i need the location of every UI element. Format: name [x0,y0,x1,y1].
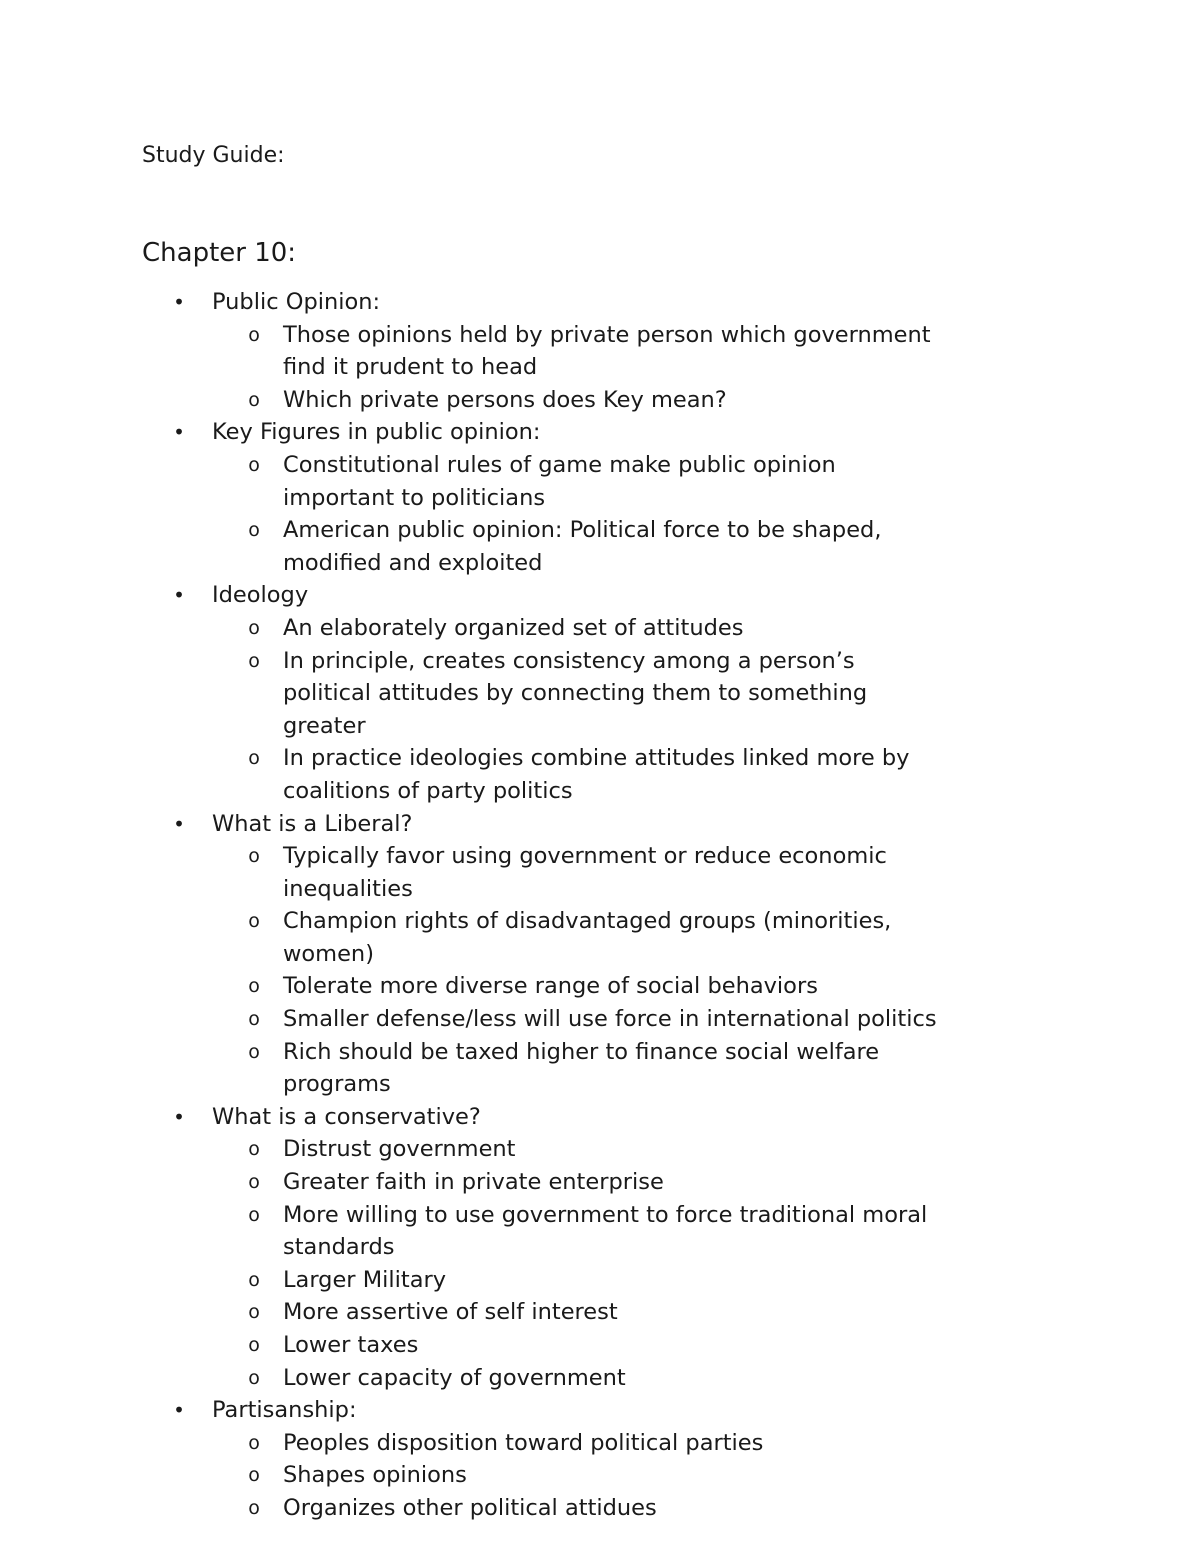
circle-bullet-icon: o [248,1008,260,1031]
bullet-icon: • [173,420,185,445]
circle-bullet-icon: o [248,388,260,411]
subtopic-text: Rich should be taxed higher to finance social welfare programs [283,1038,880,1098]
study-outline [0,286,1200,1525]
outline-topic [0,1394,1200,1524]
circle-bullet-icon: o [248,1464,260,1487]
outline-topic [0,579,1200,807]
outline-topic [0,808,1200,1101]
circle-bullet-icon: o [248,1334,260,1356]
topic-heading: What is a conservative? [212,1103,481,1130]
topic-heading: What is a Liberal? [212,810,413,837]
subtopic-text: Lower capacity of government [283,1364,626,1391]
circle-bullet-icon: o [248,1301,260,1324]
circle-bullet-icon: o [248,616,260,639]
subtopic-list [212,1427,1070,1525]
subtopic-list [212,319,1070,417]
subtopic-list [212,612,1070,808]
bullet-icon: • [173,811,185,836]
circle-bullet-icon: o [248,1138,260,1161]
subtopic-item [0,384,1070,417]
subtopic-item [0,1427,1070,1460]
subtopic-text: Shapes opinions [283,1462,467,1489]
chapter-heading: Chapter 10: [142,238,297,268]
subtopic-item [0,612,1070,645]
circle-bullet-icon: o [248,323,260,346]
circle-bullet-icon: o [248,1366,260,1389]
subtopic-item [0,1329,1070,1362]
topic-heading: Partisanship: [212,1397,357,1424]
subtopic-text: Greater faith in private enterprise [283,1169,664,1196]
subtopic-text: Larger Military [283,1266,447,1293]
subtopic-item [0,1003,1070,1036]
subtopic-item [0,1166,1070,1199]
subtopic-text: More assertive of self interest [283,1299,618,1326]
subtopic-item [0,742,1070,807]
subtopic-item [0,1459,1070,1492]
subtopic-text: More willing to use government to force traditional moral standards [283,1201,928,1261]
subtopic-list [212,449,1070,579]
circle-bullet-icon: o [248,747,260,770]
subtopic-text: Organizes other political attidues [283,1494,657,1521]
subtopic-item [0,449,1070,514]
circle-bullet-icon: o [248,975,260,998]
subtopic-list [212,1133,1070,1394]
topic-heading: Public Opinion: [212,289,381,315]
subtopic-item [0,1133,1070,1166]
circle-bullet-icon: o [248,649,260,672]
subtopic-item [0,1362,1070,1395]
circle-bullet-icon: o [248,1431,260,1454]
document-title: Study Guide: [142,143,285,168]
subtopic-item [0,1264,1070,1297]
subtopic-item [0,840,1070,905]
outline-topic [0,286,1200,416]
outline-topic [0,1101,1200,1394]
subtopic-text: Smaller defense/less will use force in international politics [283,1006,937,1033]
bullet-icon: • [173,290,185,314]
circle-bullet-icon: o [248,1203,260,1226]
subtopic-text: Champion rights of disadvantaged groups (minorities, women) [283,908,892,967]
subtopic-text: Tolerate more diverse range of social behaviors [283,973,818,1000]
outline-topic [0,416,1200,579]
subtopic-text: In practice ideologies combine attitudes linked more by coalitions of party politics [283,745,910,804]
subtopic-text: Constitutional rules of game make public opinion important to politicians [283,451,836,511]
subtopic-list [212,840,1070,1101]
circle-bullet-icon: o [248,845,260,868]
subtopic-item [0,645,1070,743]
subtopic-item [0,1199,1070,1264]
circle-bullet-icon: o [248,519,260,542]
subtopic-item [0,970,1070,1003]
subtopic-text: Peoples disposition toward political parties [283,1429,764,1456]
subtopic-item [0,1296,1070,1329]
circle-bullet-icon: o [248,910,260,933]
bullet-icon: • [173,1104,185,1129]
circle-bullet-icon: o [248,1496,260,1519]
subtopic-text: Which private persons does Key mean? [283,386,727,413]
subtopic-text: Typically favor using government or reduce economic inequalities [283,843,887,902]
subtopic-text: Lower taxes [283,1332,419,1358]
topic-heading: Key Figures in public opinion: [212,419,541,446]
circle-bullet-icon: o [248,1040,260,1063]
subtopic-item [0,905,1070,970]
subtopic-item [0,1492,1070,1525]
subtopic-item [0,1036,1070,1101]
subtopic-text: American public opinion: Political force to be shaped, modified and exploited [283,517,882,576]
circle-bullet-icon: o [248,1268,260,1291]
subtopic-item [0,514,1070,579]
subtopic-text: In principle, creates consistency among a person’s political attitudes by connecting them to something greater [283,647,868,739]
topic-heading: Ideology [212,582,309,609]
subtopic-item [0,319,1070,384]
subtopic-text: Distrust government [283,1136,516,1163]
circle-bullet-icon: o [248,1171,260,1194]
subtopic-text: Those opinions held by private person which government find it prudent to head [283,321,931,381]
bullet-icon: • [173,583,185,608]
subtopic-text: An elaborately organized set of attitudes [283,614,744,641]
circle-bullet-icon: o [248,453,260,476]
bullet-icon: • [173,1398,185,1423]
